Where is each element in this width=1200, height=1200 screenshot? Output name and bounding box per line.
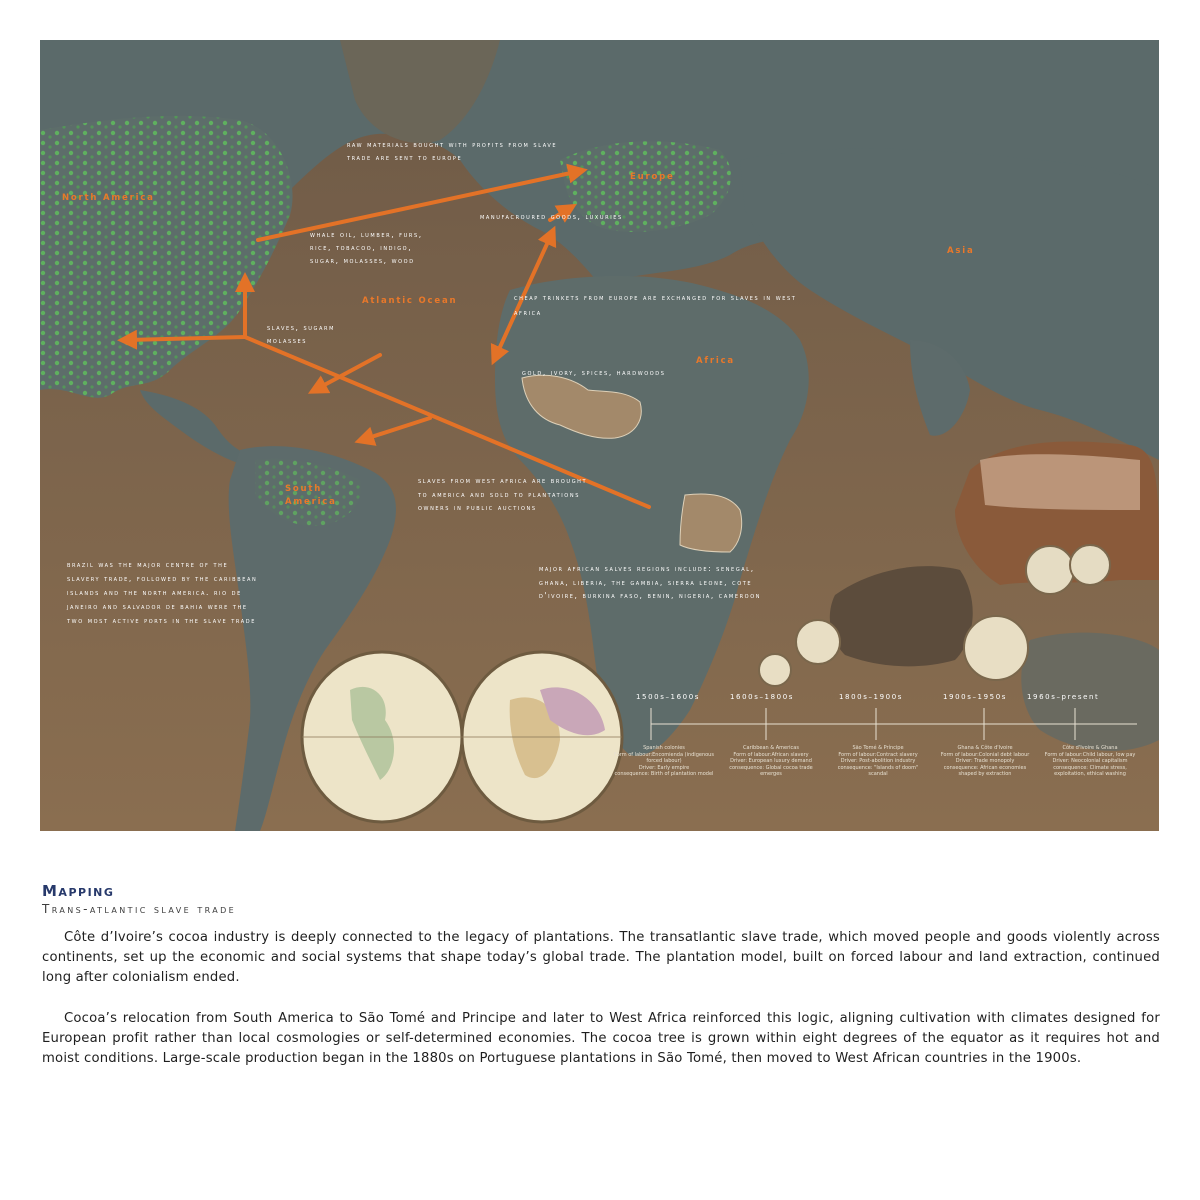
timeline-period-4: 1900s–1950s	[943, 693, 1008, 701]
trade-map	[40, 40, 1159, 831]
annotation-slaves-from-africa: slaves from west africa are brought to america and sold to plantations owners in public auctions	[418, 476, 588, 512]
label-asia: Asia	[947, 246, 975, 256]
timeline-period-5: 1960s–present	[1027, 693, 1100, 701]
timeline-notes-2: Caribbean & Americas Form of labour:African slavery Driver: European luxury demand consequence: Global cocoa trade emerges	[729, 745, 813, 778]
timeline-period-3: 1800s–1900s	[839, 693, 904, 701]
angola-country	[680, 494, 742, 552]
caption-block	[42, 882, 1160, 1069]
timeline-notes-1: Spanish colonies Form of labour:Encomienda (indigenous forced labour) Driver: Early empire consequence: Birth of plantation model	[614, 745, 714, 778]
annotation-raw-materials: raw materials bought with profits from slave trade are sent to europe	[347, 140, 558, 162]
label-europe: Europe	[630, 172, 675, 182]
label-north-america: North America	[62, 193, 155, 203]
section-subtitle: Trans-atlantic slave trade	[42, 902, 237, 916]
annotation-slaves-sugar: slaves, sugarm molasses	[267, 323, 336, 345]
annotation-whale-oil: whale oil, lumber, furs, rice, tobacoo, indigo, sugar, molasses, wood	[310, 230, 423, 265]
paragraph-2: Cocoa’s relocation from South America to São Tomé and Principe and later to West Africa reinforced this logic, aligning cultivation with climates designed for European profit rather than local cosmologies or self-determined economies. The cocoa tree is grown within eight degrees of the equator as it requires hot and moist conditions. Large-scale production began in the 1880s on Portuguese plantations in São Tomé, then moved to West African countries in the 1900s.	[42, 1010, 1160, 1067]
annotation-trinkets: cheap trinkets from europe are exchanged for slaves in west africa	[514, 293, 797, 317]
annotation-manufactured: manufacroured goods, luxuries	[480, 212, 623, 221]
map-graphics	[40, 40, 1159, 831]
timeline-notes-4: Ghana & Côte d'Ivoire Form of labour:Colonial debt labour Driver: Trade monopoly consequence: African economies shaped by extraction	[940, 745, 1030, 778]
label-atlantic: Atlantic Ocean	[362, 296, 458, 306]
timeline-notes-5: Côte d'Ivoire & Ghana Form of labour:Child labour, low pay Driver: Neocolonial capitalism consequence: Climate stress, exploitation, ethical washing	[1044, 745, 1136, 778]
timeline-period-1: 1500s–1600s	[636, 693, 701, 701]
timeline-period-2: 1600s–1800s	[730, 693, 795, 701]
timeline-notes-3: São Tomé & Príncipe Form of labour:Contract slavery Driver: Post-abolition industry consequence: "Islands of doom" scandal	[837, 745, 919, 778]
label-africa: Africa	[696, 356, 735, 366]
paragraph-1: Côte d’Ivoire’s cocoa industry is deeply connected to the legacy of plantations. The transatlantic slave trade, which moved people and goods violently across continents, set up the economic and social systems that shape today’s global trade. The plantation model, built on forced labour and land extraction, continued long after colonialism ended.	[42, 930, 1160, 986]
annotation-gold: gold, ivory, spices, hardwoods	[522, 368, 666, 377]
annotation-major-regions: major african salves regions include: senegal, ghana, liberia, the gambia, sierra leone, cote d'ivoire, burkina faso, benin, nigeria, cameroon	[539, 564, 762, 600]
label-south-america: South America	[285, 484, 337, 507]
section-title: Mapping	[42, 882, 115, 900]
annotation-brazil: brazil was the major centre of the slavery trade, followed by the caribbean islands and the north america. rio de janeiro and salvador de bahia were the two most active ports in the slave trade	[67, 560, 258, 625]
